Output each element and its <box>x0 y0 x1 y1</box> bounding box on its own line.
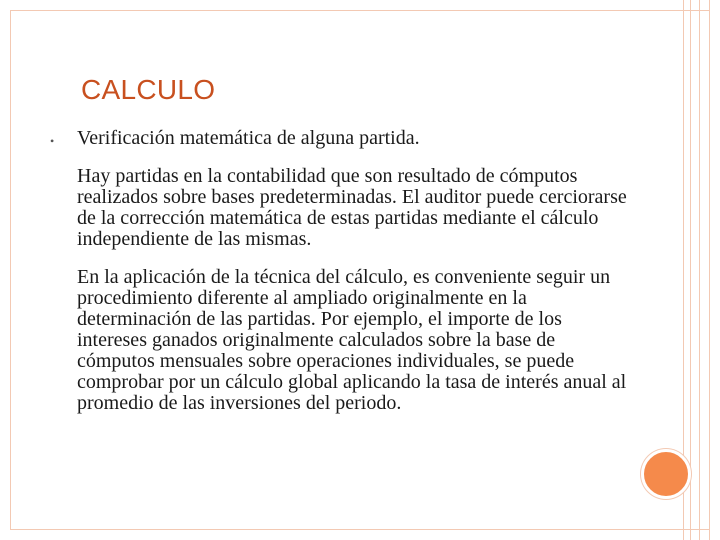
bullet-icon: • <box>50 134 55 148</box>
bullet-text: Verificación matemática de alguna partida. <box>77 127 420 149</box>
slide-content <box>50 128 630 414</box>
paragraph-1: Hay partidas en la contabilidad que son resultado de cómputos realizados sobre bases predeterminadas. El auditor puede cerciorarse de la corrección matemática de estas partidas mediante el cálculo independiente de las mismas. <box>77 165 627 250</box>
slide-title: CALCULO <box>81 74 216 105</box>
bullet-item <box>50 128 630 149</box>
accent-circle <box>641 449 691 499</box>
paragraph-2: En la aplicación de la técnica del cálculo, es conveniente seguir un procedimiento diferente al ampliado originalmente en la determinación de las partidas. Por ejemplo, el importe de los intereses ganados originalmente calculados sobre la base de cómputos mensuales sobre operaciones individuales, se puede comprobar por un cálculo global aplicando la tasa de interés anual al promedio de las inversiones del periodo. <box>77 266 627 414</box>
side-decoration-bar-inner <box>699 0 710 540</box>
